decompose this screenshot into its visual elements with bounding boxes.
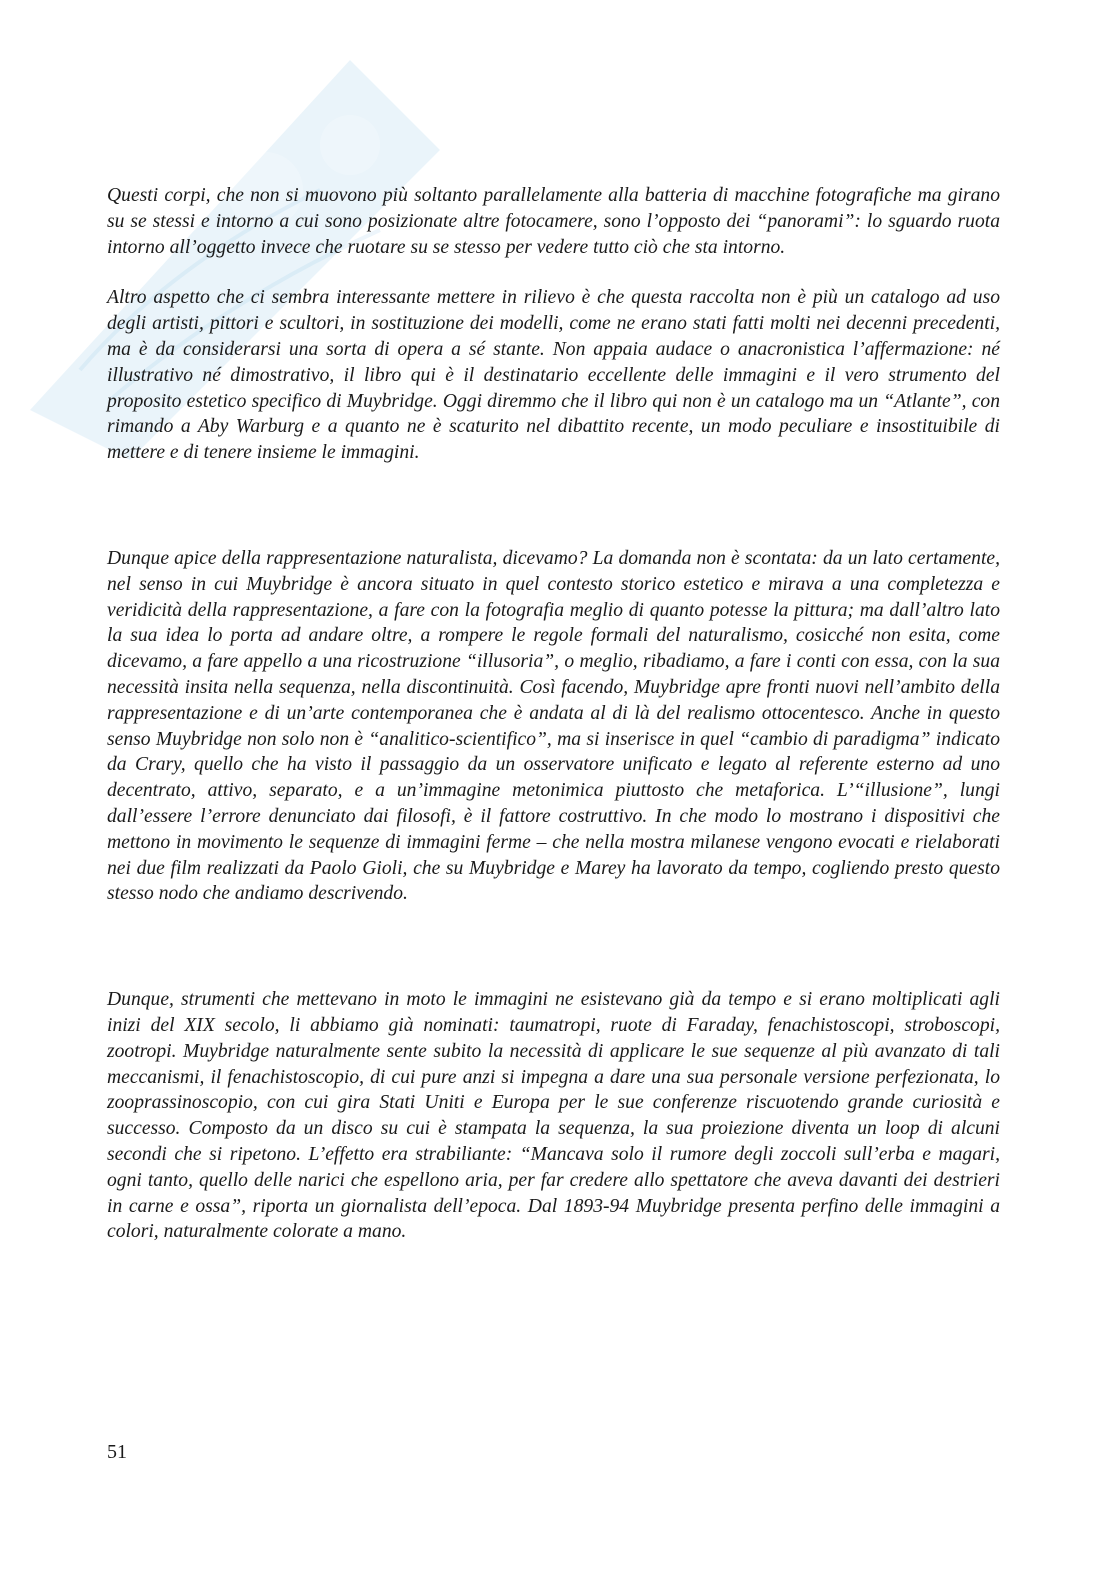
page-number: 51 <box>107 1441 127 1463</box>
paragraph-3: Dunque apice della rappresentazione naturalista, dicevamo? La domanda non è scontata: da un lato certamente, nel senso in cui Muybridge è ancora situato in quel contesto storico estetico e mirava a una completezza e veridicità della rappresentazione, a fare con la fotografia meglio di quanto potesse la pittura; ma dall’altro lato la sua idea lo porta ad andare oltre, a rompere le regole formali del naturalismo, cosicché non esita, come dicevamo, a fare appello a una ricostruzione “illusoria”, o meglio, ribadiamo, a fare i conti con essa, con la sua necessità insita nella sequenza, nella discontinuità. Così facendo, Muybridge apre fronti nuovi nell’ambito della rappresentazione e di un’arte contemporanea che è andata al di là del realismo ottocentesco. Anche in questo senso Muybridge non solo non è “analitico-scientifico”, ma si inserisce in quel “cambio di paradigma” indicato da Crary, quello che ha visto il passaggio da un osservatore unificato e legato al referente esterno ad uno decentrato, attivo, separato, e a un’immagine metonimica piuttosto che metaforica. L’“illusione”, lungi dall’essere l’errore denunciato dai filosofi, è il fattore costruttivo. In che modo lo mostrano i dispositivi che mettono in movimento le sequenze di immagini ferme – che nella mostra milanese vengono evocati e rielaborati nei due film realizzati da Paolo Gioli, che su Muybridge e Marey ha lavorato da tempo, cogliendo presto questo stesso nodo che andiamo descrivendo. <box>107 547 1000 905</box>
paragraph-2: Altro aspetto che ci sembra interessante mettere in rilievo è che questa raccolta non è più un catalogo ad uso degli artisti, pittori e scultori, in sostituzione dei modelli, come ne erano stati fatti molti nei decenni precedenti, ma è da considerarsi una sorta di opera a sé stante. Non appaia audace o anacronistica l’affermazione: né illustrativo né dimostrativo, il libro qui è il destinatario eccellente delle immagini e il vero strumento del proposito estetico specifico di Muybridge. Oggi diremmo che il libro qui non è un catalogo ma un “Atlante”, con rimando a Aby Warburg e a quanto ne è scaturito nel dibattito recente, un modo peculiare e insostituibile di mettere e di tenere insieme le immagini. <box>107 287 1000 464</box>
page-body <box>107 183 1000 1245</box>
paragraph-4: Dunque, strumenti che mettevano in moto le immagini ne esistevano già da tempo e si erano moltiplicati agli inizi del XIX secolo, li abbiamo già nominati: taumatropi, ruote di Faraday, fenachistoscopi, stroboscopi, zootropi. Muybridge naturalmente sente subito la necessità di applicare le sue sequenze al più avanzato di tali meccanismi, il fenachistoscopio, di cui pure anzi si impegna a dare una sua personale versione perfezionata, lo zooprassinoscopio, con cui gira Stati Uniti e Europa per le sue conferenze riscuotendo grande curiosità e successo. Composto da un disco su cui è stampata la sequenza, la sua proiezione diventa un loop di alcuni secondi che si ripetono. L’effetto era strabiliante: “Mancava solo il rumore degli zoccoli sull’erba e magari, ogni tanto, quello delle narici che espellono aria, per far credere allo spettatore che aveva davanti dei destrieri in carne e ossa”, riporta un giornalista dell’epoca. Dal 1893-94 Muybridge presenta perfino delle immagini a colori, naturalmente colorate a mano. <box>107 989 1000 1243</box>
paragraph-1: Questi corpi, che non si muovono più soltanto parallelamente alla batteria di macchine fotografiche ma girano su se stessi e intorno a cui sono posizionate altre fotocamere, sono l’opposto dei “panorami”: lo sguardo ruota intorno all’oggetto invece che ruotare su se stesso per vedere tutto ciò che sta intorno. <box>107 185 1000 258</box>
